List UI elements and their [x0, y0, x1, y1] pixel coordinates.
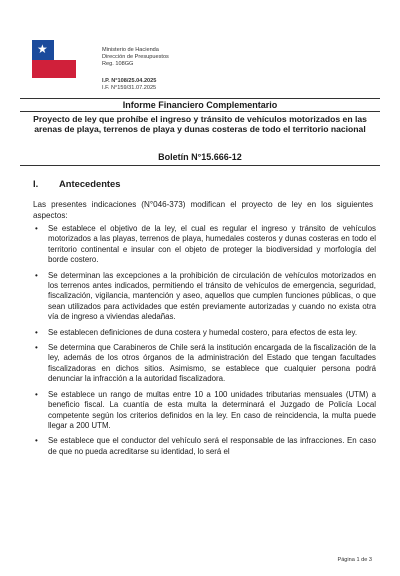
list-item [34, 271, 376, 323]
bullet-list [34, 224, 376, 462]
list-item [34, 343, 376, 385]
government-logo [32, 40, 76, 104]
ip-number: I.P. N°108/25.04.2025 [102, 78, 157, 84]
list-item [34, 436, 376, 457]
page-number: Página 1 de 3 [337, 557, 372, 563]
star-icon: ★ [37, 42, 48, 56]
bullet-icon: • [35, 436, 38, 446]
bullet-text: Se establecen definiciones de duna costera y humedal costero, para efectos de esta ley. [48, 327, 358, 337]
if-number: I.F. N°159/31.07.2025 [102, 85, 157, 91]
section-heading [33, 178, 120, 189]
bullet-text: Se establece el objetivo de la ley, el cual es regular el ingreso y tránsito de vehículos motorizados a las playas, terrenos de playa, humedales costeros y dunas costeras en todo el territorio continental e insular con el objeto de proteger la biodiversidad y morfología del borde costero. [48, 224, 376, 265]
ministry-block [102, 47, 169, 68]
logo-white-field [54, 40, 76, 61]
document-ids [102, 78, 156, 92]
bullet-icon: • [35, 224, 38, 233]
bullet-text: Se determinan las excepciones a la prohibición de circulación de vehículos motorizados en los terrenos antes indicados, permitiendo el tránsito de vehículos de emergencia, seguridad, fiscalización, vigilancia, mantención y aseo, aquellos que cumplen funciones públicas, o que sean utilizados para actividades que estén previamente autorizadas y cuando no exista otra vía de ingreso a viviendas aledañas. [48, 270, 376, 322]
title-bottom-rule [20, 165, 380, 166]
ministry-line: Ministerio de Hacienda [102, 47, 159, 53]
bullet-icon: • [35, 343, 38, 353]
section-title: Antecedentes [59, 178, 121, 189]
bullet-text: Se establece un rango de multas entre 10 a 100 unidades tributarias mensuales (UTM) a beneficio fiscal. La cuantía de esta multa la determinará el Juzgado de Policía Local competente según los criterios definidos en la ley. En caso de reincidencia, la multa puede llegar a 200 UTM. [48, 389, 376, 430]
intro-paragraph: Las presentes indicaciones (N°046-373) modifican el proyecto de ley en los siguientes aspectos: [33, 200, 373, 220]
list-item [34, 390, 376, 432]
logo-blue-field [32, 40, 54, 60]
list-item [34, 328, 376, 338]
bulletin-number: Boletín N°15.666-12 [158, 152, 242, 162]
bullet-icon: • [35, 327, 38, 337]
title-mid-rule [20, 111, 380, 112]
ministry-line: Reg. 108GG [102, 61, 134, 67]
ministry-line: Dirección de Presupuestos [102, 54, 169, 60]
logo-text: Gobierno de Chile DIRECCIÓN DE PRESUPUESTOS [35, 82, 71, 104]
bullet-text: Se establece que el conductor del vehículo será el responsable de las infracciones. En caso de que no pueda acreditarse su identidad, lo será el [48, 436, 376, 456]
logo-red-field [32, 60, 76, 104]
bill-subject: Proyecto de ley que prohíbe el ingreso y tránsito de vehículos motorizados en las arenas de playa, terrenos de playa y dunas costeras de todo el territorio nacional [33, 114, 367, 135]
bullet-text: Se determina que Carabineros de Chile será la institución encargada de la fiscalización de la ley, además de los otros órganos de la administración del Estado que tengan facultades fiscalizadoras en dichos sitios. Asimismo, se establece que cualquier persona podrá denunciar la infracción a la autoridad fiscalizadora. [48, 343, 376, 384]
title-top-rule [20, 98, 380, 99]
bullet-icon: • [35, 270, 38, 280]
report-heading: Informe Financiero Complementario [122, 100, 278, 110]
bullet-icon: • [35, 389, 38, 399]
list-item [34, 224, 376, 266]
section-number: I. [33, 178, 39, 189]
